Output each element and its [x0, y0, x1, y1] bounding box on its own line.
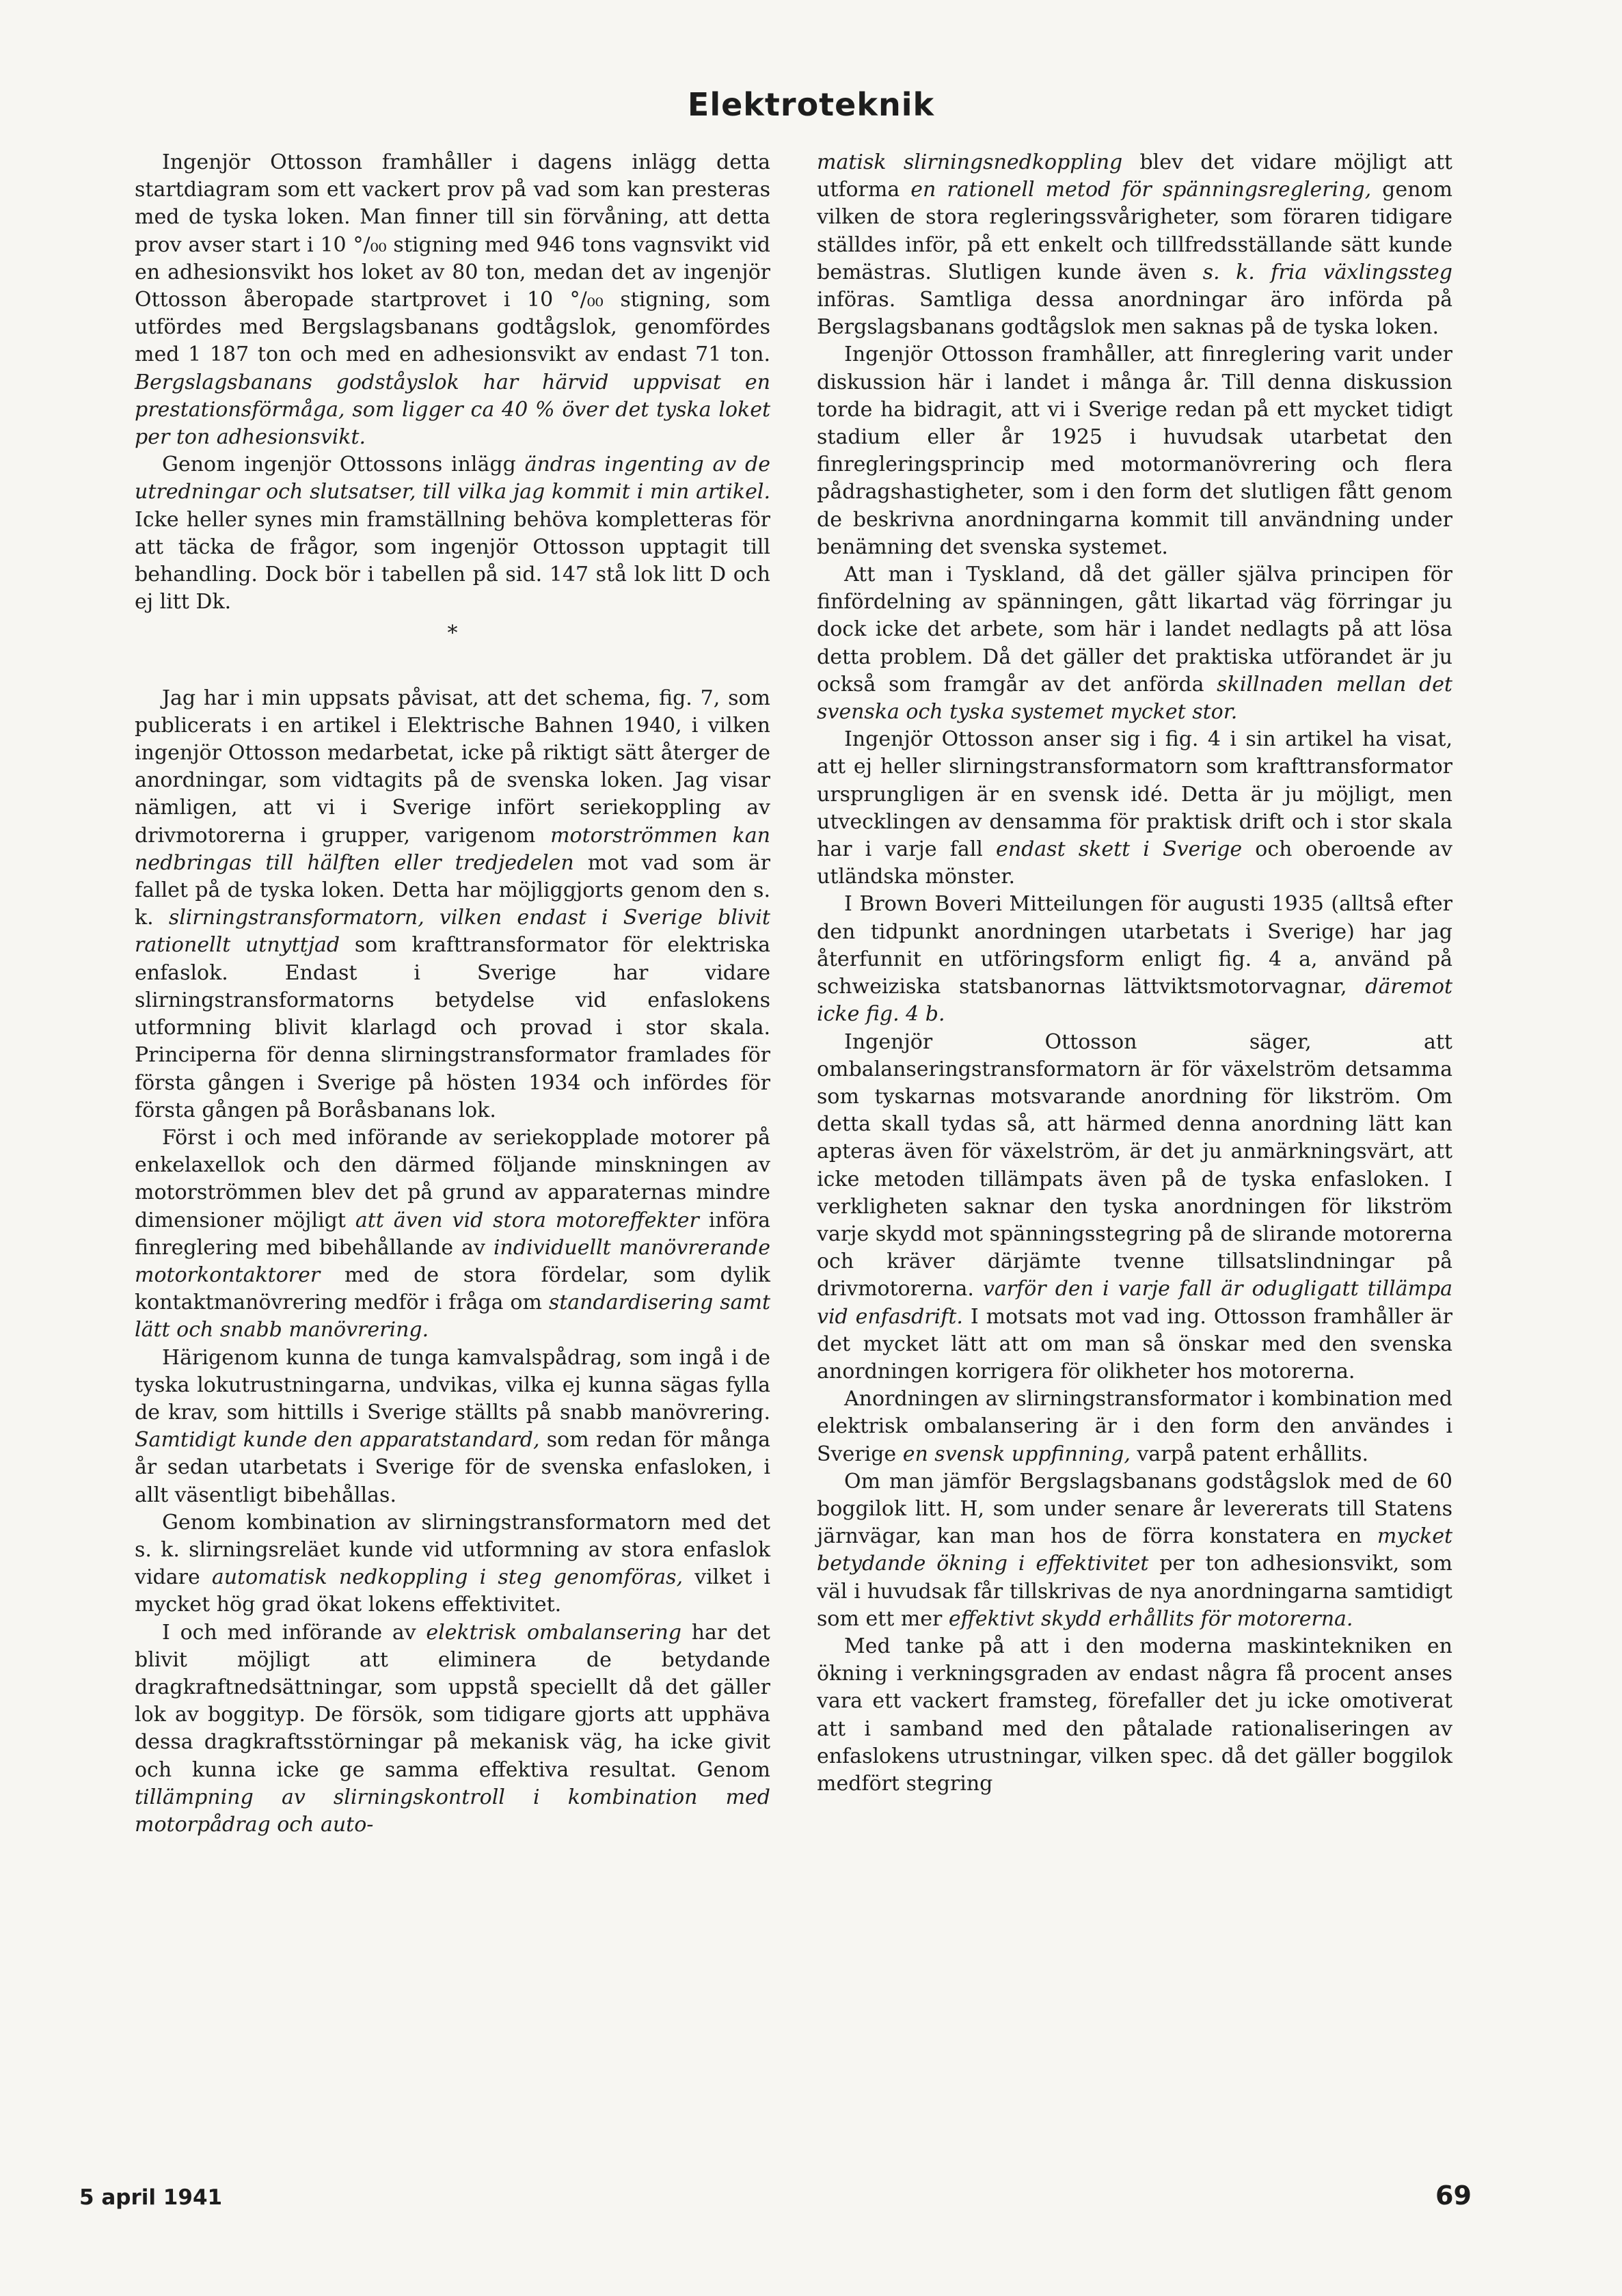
text-run: införas. Samtliga dessa anordningar äro införda på Bergslagsbanans godtågslok men saknas på de tyska loken. [817, 288, 1452, 340]
text-run: införa finreglering med bibehållande av [135, 1208, 771, 1260]
text-run: Jag har i min uppsats påvisat, att det schema, fig. 7, som publicerats i en artikel i Elektrische Bahnen 1940, i vilken ingenjör Ottosson medarbetat, icke på riktigt sätt återger de anordningar, som vidtagits på de svenska loken. Jag visar nämligen, att vi i Sverige infört seriekoppling av drivmotorerna i grupper, varigenom [135, 686, 770, 848]
paragraph [817, 149, 1452, 341]
emphasis-text: Samtidigt kunde den apparatstandard, [135, 1428, 540, 1453]
emphasis-text: däremot icke fig. 4 b. [817, 975, 1452, 1027]
text-run: Genom kombination av slirningstransformatorn med det s. k. slirningsreläet kunde vid utformning av stora enfaslok vidare [135, 1510, 770, 1590]
text-run: varpå patent erhållits. [1130, 1442, 1369, 1466]
text-run: Härigenom kunna de tunga kamvalspådrag, som ingå i de tyska lokutrustningarna, undvikas, vilka ej kunna sägas fylla de krav, som hittills i Sverige ställts på snabb manövrering. [135, 1345, 770, 1424]
paragraph [817, 1468, 1452, 1633]
left-column [135, 149, 770, 1839]
paragraph [817, 1029, 1452, 1386]
text-run: Ingenjör Ottosson framhåller i dagens inlägg detta startdiagram som ett vackert prov på vad som kan presteras med de tyska loken. Man finner till sin förvåning, att detta prov avser start i 10 °/₀₀ stigning med 946 tons vagnsvikt vid en adhesionsvikt hos loket av 80 ton, medan det av ingenjör Ottosson åberopade startprovet i 10 °/₀₀ stigning, som utfördes med Bergslagsbanans godtågslok, genomfördes med 1 187 ton och med en adhesionsvikt av endast 71 ton. [135, 150, 770, 367]
emphasis-text: elektrisk ombalansering [426, 1620, 681, 1645]
text-run: I Brown Boveri Mitteilungen för augusti 1935 (alltså efter den tidpunkt anordningen utarbetats i Sverige) har jag återfunnit en utföringsform enligt fig. 4 a, använd på schweiziska statsbanornas lättviktsmotorvagnar, [817, 892, 1452, 999]
emphasis-text: individuellt manövrerande motorkontaktorer [135, 1235, 770, 1287]
emphasis-text: en rationell metod för spänningsreglering, [910, 178, 1372, 202]
right-column [817, 149, 1452, 1798]
paragraph [135, 1345, 770, 1509]
text-run: genom vilken de stora regleringssvårigheter, som föraren tidigare ställdes inför, på ett enkelt och tillfredsställande sätt kunde bemästras. Slutligen kunde även [817, 178, 1452, 284]
text-run: Anordningen av slirningstransformator i kombination med elektrisk ombalansering är i den form den användes i Sverige [817, 1387, 1452, 1466]
emphasis-text: standardisering samt lätt och snabb manövrering. [135, 1291, 770, 1342]
paragraph [817, 1633, 1452, 1798]
paragraph [817, 561, 1452, 726]
emphasis-text: effektivt skydd erhållits för motorerna. [948, 1606, 1353, 1631]
paragraph [817, 891, 1452, 1028]
paragraph [135, 451, 770, 616]
paragraph [135, 1509, 770, 1619]
emphasis-text: en svensk uppfinning, [902, 1442, 1131, 1466]
emphasis-text: ändras ingenting av de utredningar och slutsatser, till vilka jag kommit i min artikel. [135, 453, 771, 504]
text-run: I och med införande av [162, 1620, 427, 1645]
paragraph [817, 1386, 1452, 1468]
text-run: mot vad som är fallet på de tyska loken. Detta har möjliggjorts genom den s. k. [135, 850, 770, 930]
emphasis-text: mycket betydande ökning i effektivitet [817, 1524, 1452, 1576]
text-run: Icke heller synes min framställning behöva kompletteras för att täcka de frågor, som ingenjör Ottosson upptagit till behandling. Dock bör i tabellen på sid. 147 stå lok litt D och ej litt Dk. [135, 507, 770, 614]
emphasis-text: Bergslagsbanans godståyslok har härvid uppvisat en prestationsförmåga, som ligger ca 40 % över det tyska loket per ton adhesionsvikt. [135, 370, 770, 450]
text-run: Att man i Tyskland, då det gäller själva principen för finfördelning av spänningen, gått likartad väg förringar ju dock icke det arbete, som här i landet nedlagts på att lösa detta problem. Då det gäller det praktiska utförandet är ju också som framgår av det anförda [817, 563, 1452, 697]
text-run: Om man jämför Bergslagsbanans godstågslok med de 60 boggilok litt. H, som under senare år levererats till Statens järnvägar, kan man hos de förra konstatera en [817, 1469, 1452, 1549]
text-run: med de stora fördelar, som dylik kontaktmanövrering medför i fråga om [135, 1262, 770, 1315]
section-separator: * [447, 621, 458, 646]
emphasis-text: automatisk nedkoppling i steg genomföras, [211, 1565, 684, 1590]
issue-date: 5 april 1941 [79, 2185, 223, 2210]
text-run: Först i och med införande av seriekopplade motorer på enkelaxellok och den därmed följande minskningen av motorströmmen blev det på grund av apparaternas mindre dimensioner möjligt [135, 1125, 770, 1232]
paragraph [135, 1619, 770, 1839]
text-run: Ingenjör Ottosson framhåller, att finreglering varit under diskussion här i landet i många år. Till denna diskussion torde ha bidragit, att vi i Sverige redan på ett mycket tidigt stadium eller år 1925 i huvudsak utarbetat den finregleringsprincip med motormanövrering och flera pådragshastigheter, som i den form det slutligen fått genom de beskrivna anordningarna kommit till användning under benämning det svenska systemet. [817, 342, 1452, 559]
text-run: Ingenjör Ottosson säger, att ombalanseringstransformatorn är för växelström detsamma som tyskarnas motsvarande anordning för likström. Om detta skall tydas så, att härmed denna anordning lätt kan apteras även för växelström, är det ju anmärkningsvärt, att icke metoden tillämpats även på de tyska enfasloken. I verkligheten saknar den tyska anordningen för likström varje skydd mot spänningsstegring på de slirande motorerna och kräver därjämte tvenne tillsatslindningar på drivmotorerna. [817, 1029, 1452, 1301]
text-run: per ton adhesionsvikt, som väl i huvudsak får tillskrivas de nya anordningarna samtidigt som ett mer [817, 1552, 1452, 1631]
paragraph [817, 726, 1452, 891]
text-run: blev det vidare möjligt att utforma [817, 150, 1452, 202]
text-run: Genom ingenjör Ottossons inlägg [162, 453, 525, 477]
text-run: I motsats mot vad ing. Ottosson framhåller är det mycket lätt att om man så önskar med den svenska anordningen korrigera för olikheter hos motorerna. [817, 1304, 1453, 1383]
running-header: Elektroteknik [687, 86, 935, 123]
emphasis-text: att även vid stora motoreffekter [355, 1208, 699, 1232]
emphasis-text: tillämpning av slirningskontroll i kombination med motorpådrag och auto- [135, 1785, 770, 1837]
text-run: vilket i mycket hög grad ökat lokens effektivitet. [135, 1565, 770, 1617]
text-run: som krafttransformator för elektriska enfaslok. Endast i Sverige har vidare slirningstransformatorns betydelse vid enfaslokens utformning blivit klarlagd och provad i stor skala. Principerna för denna slirningstransformator framlades för första gången i Sverige på hösten 1934 och infördes för första gången på Boråsbanans lok. [135, 933, 770, 1122]
text-run: och oberoende av utländska mönster. [817, 837, 1452, 889]
emphasis-text: motorströmmen kan nedbringas till hälften eller tredjedelen [135, 823, 770, 875]
emphasis-text: s. k. fria växlingssteg [1202, 260, 1452, 284]
emphasis-text: slirningstransformatorn, vilken endast i Sverige blivit rationellt utnyttjad [135, 906, 770, 958]
paragraph [817, 341, 1452, 561]
page-number: 69 [1435, 2180, 1472, 2211]
text-run: som redan för många år sedan utarbetats i Sverige för de svenska enfasloken, i allt väsentligt bibehållas. [135, 1428, 770, 1507]
emphasis-text: matisk slirningsnedkoppling [817, 150, 1123, 174]
emphasis-text: endast skett i Sverige [996, 837, 1243, 862]
text-run: har det blivit möjligt att eliminera de betydande dragkraftnedsättningar, som uppstå speciellt då det gäller lok av boggityp. De försök, som tidigare gjorts att upphäva dessa dragkraftsstörningar på mekanisk väg, ha icke givit och kunna icke ge samma effektiva resultat. Genom [135, 1620, 770, 1782]
text-run: Med tanke på att i den moderna maskintekniken en ökning i verkningsgraden av endast några få procent anses vara ett vackert framsteg, förefaller det ju icke omotiverat att i samband med den påtalade rationaliseringen av enfaslokens utrustningar, vilken spec. då det gäller boggilok medfört stegring [817, 1634, 1452, 1796]
text-run: Ingenjör Ottosson anser sig i fig. 4 i sin artikel ha visat, att ej heller slirningstransformatorn som krafttransformator ursprungligen är en svensk idé. Detta är ju möjligt, men utvecklingen av densamma för praktisk drift och i stor skala har i varje fall [817, 727, 1452, 862]
paragraph [135, 685, 770, 1124]
paragraph [135, 149, 770, 451]
emphasis-text: varför den i varje fall är odugligatt tillämpa vid enfasdrift. [817, 1277, 1452, 1329]
emphasis-text: skillnaden mellan det svenska och tyska systemet mycket stor. [817, 672, 1452, 725]
paragraph [135, 1124, 770, 1345]
